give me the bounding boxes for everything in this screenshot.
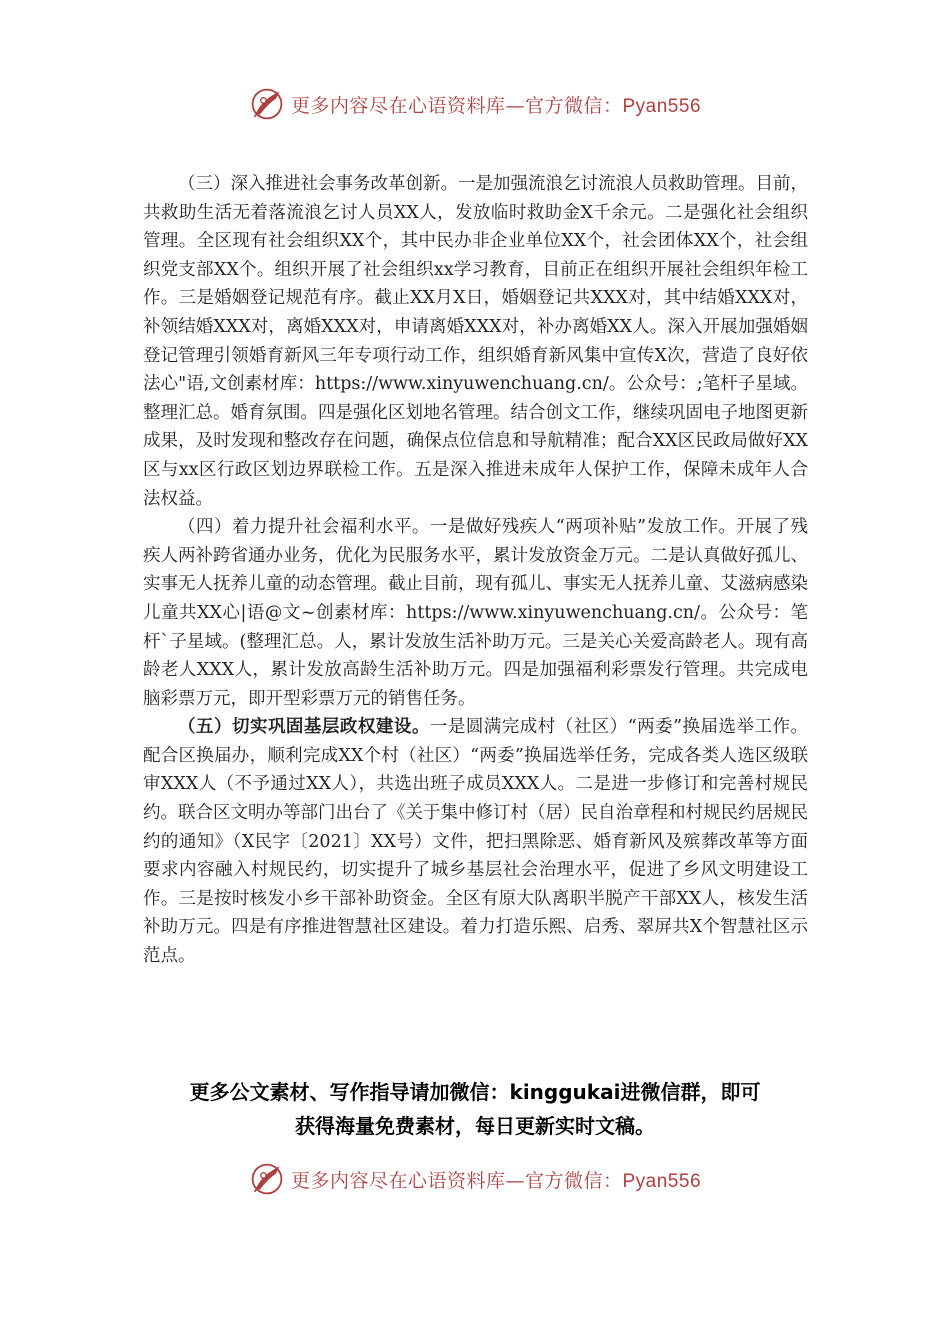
document-body xyxy=(143,170,808,971)
pen-logo-icon xyxy=(249,86,285,122)
paragraph-social-affairs xyxy=(143,170,808,513)
footer-wechat-id: Pyan556 xyxy=(622,1170,702,1192)
paragraph-text: （三）深入推进社会事务改革创新。一是加强流浪乞讨流浪人员救助管理。目前，共救助生活无着落流浪乞讨人员XX人，发放临时救助金X千余元。二是强化社会组织管理。全区现有社会组织XX个，其中民办非企业单位XX个，社会团体XX个，社会组织党支部XX个。组织开展了社会组织xx学习教育，目前正在组织开展社会组织年检工作。三是婚姻登记规范有序。截止XX月X日，婚姻登记共XXX对，其中结婚XXX对，补领结婚XXX对，离婚XXX对，申请离婚XXX对，补办离婚XX人。深入开展加强婚姻登记管理引领婚育新风三年专项行动工作，组织婚育新风集中宣传X次，营造了良好依法心"语,文创素材库：https://www.xinyuwenchuang.cn/。公众号：;笔杆子星域。整理汇总。婚育氛围。四是强化区划地名管理。结合创文工作，继续巩固电子地图更新成果，及时发现和整改存在问题，确保点位信息和导航精准；配合XX区民政局做好XX区与xx区行政区划边界联检工作。五是深入推进未成年人保护工作，保障未成年人合法权益。 xyxy=(143,174,808,509)
paragraph-text: 一是圆满完成村（社区）“两委”换届选举工作。配合区换届办，顺利完成XX个村（社区）“两委”换届选举任务，完成各类人选区级联审XXX人（不予通过XX人），共选出班子成员XXX人。二是进一步修订和完善村规民约。联合区文明办等部门出台了《关于集中修订村（居）民自治章程和村规民约居规民约的通知》（X民字〔2021〕XX号）文件，把扫黑除恶、婚育新风及殡葬改革等方面要求内容融入村规民约，切实提升了城乡基层社会治理水平，促进了乡风文明建设工作。三是按时核发小乡干部补助资金。全区有原大队离职半脱产干部XX人，核发生活补助万元。四是有序推进智慧社区建设。着力打造乐熙、启秀、翠屏共X个智慧社区示范点。 xyxy=(143,717,808,967)
footer-banner-text xyxy=(291,1166,701,1193)
header-banner-label: 更多内容尽在心语资料库—官方微信： xyxy=(290,94,623,117)
header-banner xyxy=(0,80,950,128)
promo-line-2: 获得海量免费素材，每日更新实时文稿。 xyxy=(295,1114,655,1138)
paragraph-social-welfare xyxy=(143,513,808,713)
paragraph-text: （四）着力提升社会福利水平。一是做好残疾人“两项补贴”发放工作。开展了残疾人两补跨省通办业务，优化为民服务水平，累计发放资金万元。二是认真做好孤儿、实事无人抚养儿童的动态管理。截止目前，现有孤儿、事实无人抚养儿童、艾滋病感染儿童共XX心|语@文~创素材库：https://www.xinyuwenchuang.cn/。公众号：笔杆`子星域。(整理汇总。人，累计发放生活补助万元。三是关心关爱高龄老人。现有高龄老人XXX人，累计发放高龄生活补助万元。四是加强福利彩票发行管理。共完成电脑彩票万元，即开型彩票万元的销售任务。 xyxy=(143,517,808,709)
promo-line-1: 更多公文素材、写作指导请加微信：kinggukai进微信群，即可 xyxy=(189,1080,761,1104)
footer-banner xyxy=(0,1155,950,1203)
header-wechat-id: Pyan556 xyxy=(622,95,702,117)
paragraph-grassroots xyxy=(143,713,808,970)
pen-logo-icon xyxy=(249,1161,285,1197)
footer-banner-label: 更多内容尽在心语资料库—官方微信： xyxy=(290,1169,623,1192)
paragraph-lead: （五）切实巩固基层政权建设。 xyxy=(178,717,430,738)
promo-notice xyxy=(100,1075,850,1143)
header-banner-text xyxy=(291,91,701,118)
